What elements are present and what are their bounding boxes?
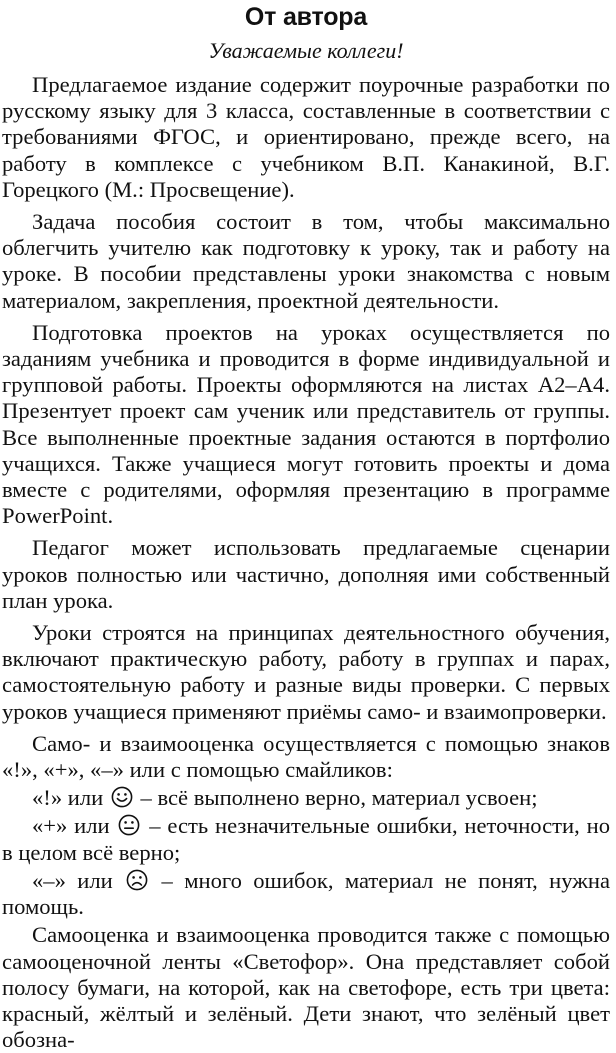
paragraph-10: Самооценка и взаимооценка проводится также с помощью самооценочной ленты «Светофор». Она представляет собой полосу бумаги, на которой, как на светофоре, есть три цвета: красный, жёлтый и зелёный. Дети знают, что зелёный цвет обозна- (2, 922, 610, 1053)
sad-text: – много ошибок, материал не понят, нужна помощь. (2, 867, 611, 920)
paragraph-smile (2, 785, 610, 811)
greeting: Уважаемые коллеги! (208, 38, 404, 63)
neutral-prefix: «+» или (32, 813, 110, 839)
neutral-face-icon (118, 814, 140, 836)
paragraph-5: Уроки строятся на принципах деятельностного обучения, включают практическую работу, работу в группах и парах, самостоятельную работу и разные виды проверки. С первых уроков учащиеся применяют приёмы само- и взаимопроверки. (2, 620, 610, 724)
smile-icon (111, 786, 133, 808)
paragraph-2: Задача пособия состоит в том, чтобы максимально облегчить учителю как подготовку к уроку, так и работу на уроке. В пособии представлены уроки знакомства с новым материалом, закрепления, проектной деятельности. (2, 209, 610, 313)
paragraph-4: Педагог может использовать предлагаемые сценарии уроков полностью или частично, дополняя ими собственный план урока. (2, 535, 610, 613)
page-title: От автора (244, 3, 368, 31)
sad-prefix: «–» или (32, 867, 113, 893)
smile-prefix: «!» или (32, 785, 104, 811)
smile-text: – всё выполнено верно, материал усвоен; (140, 785, 538, 811)
paragraph-sad (2, 868, 610, 920)
paragraph-6: Само- и взаимооценка осуществляется с помощью знаков «!», «+», «–» или с помощью смайликов: (2, 730, 610, 783)
sad-face-icon (126, 869, 148, 891)
paragraph-1: Предлагаемое издание содержит поурочные разработки по русскому языку для 3 класса, составленные в соответствии с требованиями ФГОС, и ориентировано, прежде всего, на работу в комплексе с учебником В.П. Канакиной, В.Г. Горецкого (М.: Просвещение). (2, 72, 610, 202)
neutral-text: – есть незначительные ошибки, неточности, но в целом всё верно; (2, 813, 610, 865)
paragraph-neutral (2, 813, 610, 865)
paragraph-3: Подготовка проектов на уроках осуществляется по заданиям учебника и проводится в форме индивидуальной и групповой работы. Проекты оформляются на листах А2–А4. Презентует проект сам ученик или представитель от группы. Все выполненные проектные задания остаются в портфолио учащихся. Также учащиеся могут готовить проекты и дома вместе с родителями, оформляя презентацию в программе PowerPoint. (2, 319, 610, 529)
